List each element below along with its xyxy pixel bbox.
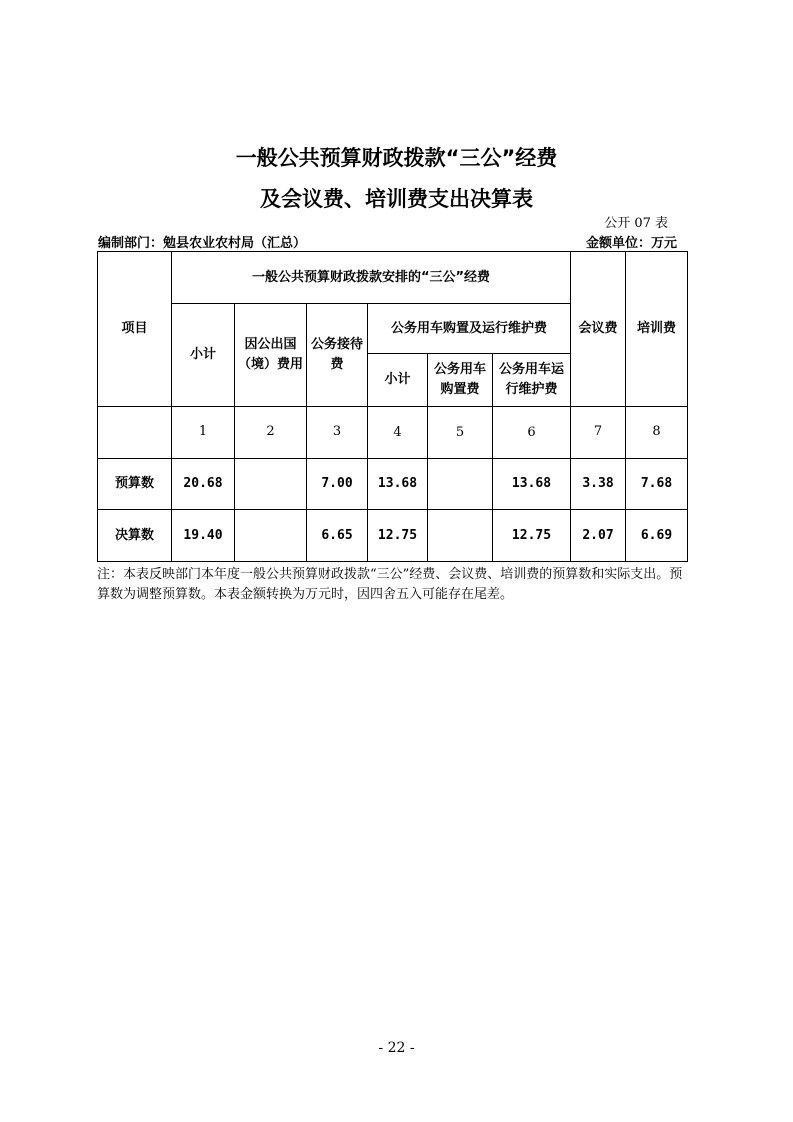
table-cell: 6.69: [626, 510, 688, 562]
table-cell: 7.00: [307, 459, 368, 510]
header-reception: 公务接待费: [307, 304, 368, 407]
page-number: - 22 -: [378, 1040, 415, 1056]
table-cell: [428, 459, 493, 510]
column-number: 4: [368, 407, 428, 459]
table-cell: 12.75: [368, 510, 428, 562]
header-vehicle-operation: 公务用车运行维护费: [493, 354, 571, 407]
form-number: 公开 07 表: [604, 216, 668, 231]
table-cell: 13.68: [368, 459, 428, 510]
table-cell: 7.68: [626, 459, 688, 510]
column-number: 3: [307, 407, 368, 459]
column-number: 5: [428, 407, 493, 459]
header-vehicle-purchase: 公务用车购置费: [428, 354, 493, 407]
header-item: 项目: [98, 252, 172, 407]
table-cell: 19.40: [172, 510, 235, 562]
unit-label: 金额单位：万元: [585, 236, 677, 251]
report-title-line2: 及会议费、培训费支出决算表: [260, 187, 533, 211]
table-note: 注：本表反映部门本年度一般公共预算财政拨款“三公”经费、会议费、培训费的预算数和实际支出。预算数为调整预算数。本表金额转换为万元时，因四舍五入可能存在尾差。: [97, 567, 683, 602]
table-cell: 13.68: [493, 459, 571, 510]
header-vehicle-subtotal: 小计: [368, 354, 428, 407]
table-cell: [235, 510, 307, 562]
header-subtotal: 小计: [172, 304, 235, 407]
column-number: 2: [235, 407, 307, 459]
column-number: 7: [571, 407, 626, 459]
header-vehicle-group: 公务用车购置及运行维护费: [368, 304, 571, 354]
row-label-final: 决算数: [98, 510, 172, 562]
table-cell: [235, 459, 307, 510]
table-cell: 12.75: [493, 510, 571, 562]
column-number: 1: [172, 407, 235, 459]
table-cell: 6.65: [307, 510, 368, 562]
column-number-blank: [98, 407, 172, 459]
table-cell: [428, 510, 493, 562]
department-label: 编制部门：勉县农业农村局（汇总）: [98, 236, 307, 251]
column-number-row: [98, 407, 688, 459]
column-number: 6: [493, 407, 571, 459]
expenditure-table: [97, 251, 688, 407]
header-overseas: 因公出国（境）费用: [235, 304, 307, 407]
report-title-line1: 一般公共预算财政拨款“三公”经费: [235, 146, 558, 170]
table-cell: 2.07: [571, 510, 626, 562]
header-training: 培训费: [626, 252, 688, 407]
row-label-budget: 预算数: [98, 459, 172, 510]
expenditure-table-body: [97, 406, 688, 562]
table-row: [98, 510, 688, 562]
header-three-public-group: 一般公共预算财政拨款安排的“三公”经费: [172, 252, 571, 304]
column-number: 8: [626, 407, 688, 459]
table-cell: 3.38: [571, 459, 626, 510]
table-row: [98, 459, 688, 510]
table-cell: 20.68: [172, 459, 235, 510]
header-meeting: 会议费: [571, 252, 626, 407]
